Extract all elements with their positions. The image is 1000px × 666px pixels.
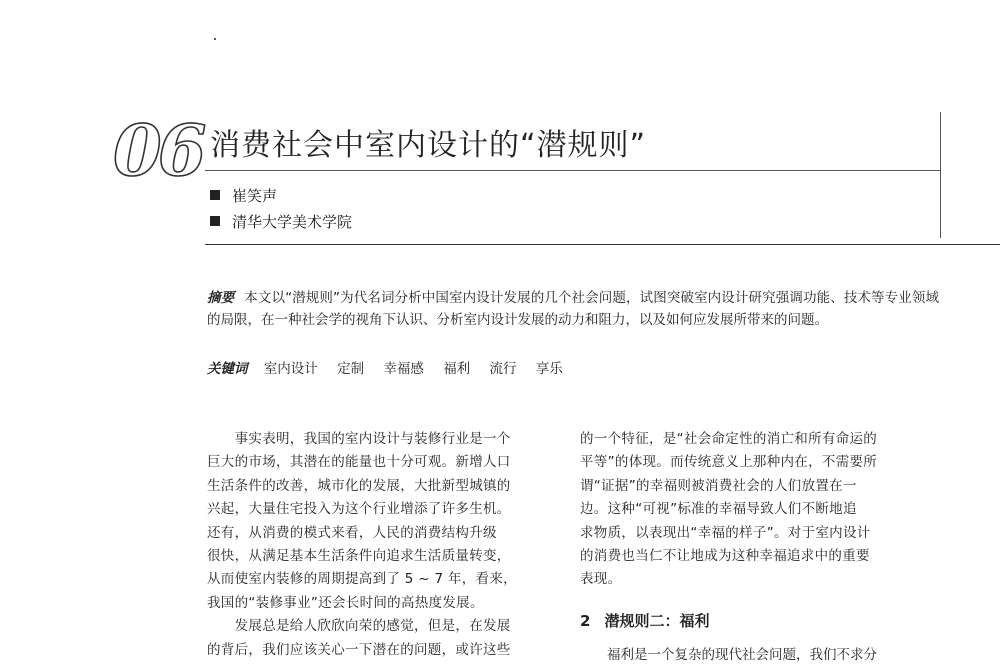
keyword: 流行: [489, 361, 517, 377]
body-line: 平等”的体现。而传统意义上那种内在，不需要所: [580, 454, 878, 471]
keyword: 室内设计: [263, 361, 318, 377]
affiliation: 清华大学美术学院: [232, 213, 353, 231]
abstract-label: 摘要: [207, 290, 235, 306]
body-line: 还有，从消费的模式来看，人民的消费结构升级: [207, 524, 497, 541]
keyword: 幸福感: [383, 361, 424, 377]
abstract: [207, 287, 939, 331]
body-line: 从而使室内装修的周期提高到了 5 ~ 7 年，看来，: [207, 571, 517, 588]
body-column-left: [207, 428, 547, 662]
body-line: 我国的“装修事业”还会长时间的高热度发展。: [207, 594, 484, 611]
header-divider: [205, 244, 1000, 245]
article-title: 消费社会中室内设计的“潜规则”: [210, 128, 647, 163]
article-number: 06: [113, 109, 203, 192]
body-line: 的消费也当仁不让地成为这种幸福追求中的重要: [580, 548, 870, 565]
body-line: 边。这种“可视”标准的幸福导致人们不断地追: [580, 501, 857, 518]
author-line: [210, 186, 277, 206]
header-vertical-rule: [940, 112, 941, 238]
body-column-right: [580, 428, 920, 592]
section-title: 潜规则二：福利: [604, 612, 710, 630]
body-line: 求物质，以表现出“幸福的样子”。对于室内设计: [580, 524, 871, 541]
body-line: 生活条件的改善，城市化的发展，大批新型城镇的: [207, 477, 511, 494]
abstract-text: 本文以“潜规则”为代名词分析中国室内设计发展的几个社会问题，试图突破室内设计研究强调功能、技术等专业领域的局限，在一种社会学的视角下认识、分析室内设计发展的动力和阻力，以及如何应发展所带来的问题。: [207, 290, 939, 328]
keywords: [207, 358, 578, 380]
body-line: 发展总是给人欣欣向荣的感觉，但是，在发展: [207, 618, 511, 635]
keyword: 定制: [337, 361, 365, 377]
keyword: 福利: [443, 361, 471, 377]
keyword: 享乐: [535, 361, 563, 377]
body-line: 的背后，我们应该关心一下潜在的问题，或许这些: [207, 641, 511, 658]
section-heading: [580, 610, 709, 632]
section-number: 2: [580, 612, 591, 630]
author-name: 崔笑声: [232, 187, 278, 205]
body-line: 福利是一个复杂的现代社会问题，我们不求分: [580, 647, 877, 663]
body-line: 兴起，大量住宅投入为这个行业增添了许多生机。: [207, 501, 511, 518]
body-line: 很快，从满足基本生活条件向追求生活质量转变，: [207, 548, 511, 565]
scan-speck: [214, 38, 216, 40]
square-bullet-icon: [210, 216, 220, 226]
body-line: 表现。: [580, 571, 622, 588]
body-line: 的一个特征，是“社会命定性的消亡和所有命运的: [580, 431, 878, 447]
affiliation-line: [210, 212, 352, 232]
keywords-label: 关键词: [207, 361, 248, 377]
body-line: 巨大的市场，其潜在的能量也十分可观。新增人口: [207, 454, 511, 471]
body-line: 事实表明，我国的室内设计与装修行业是一个: [207, 431, 511, 447]
title-rule: [205, 170, 941, 171]
square-bullet-icon: [210, 190, 220, 200]
body-line: 谓“证据”的幸福则被消费社会的人们放置在一: [580, 477, 857, 494]
